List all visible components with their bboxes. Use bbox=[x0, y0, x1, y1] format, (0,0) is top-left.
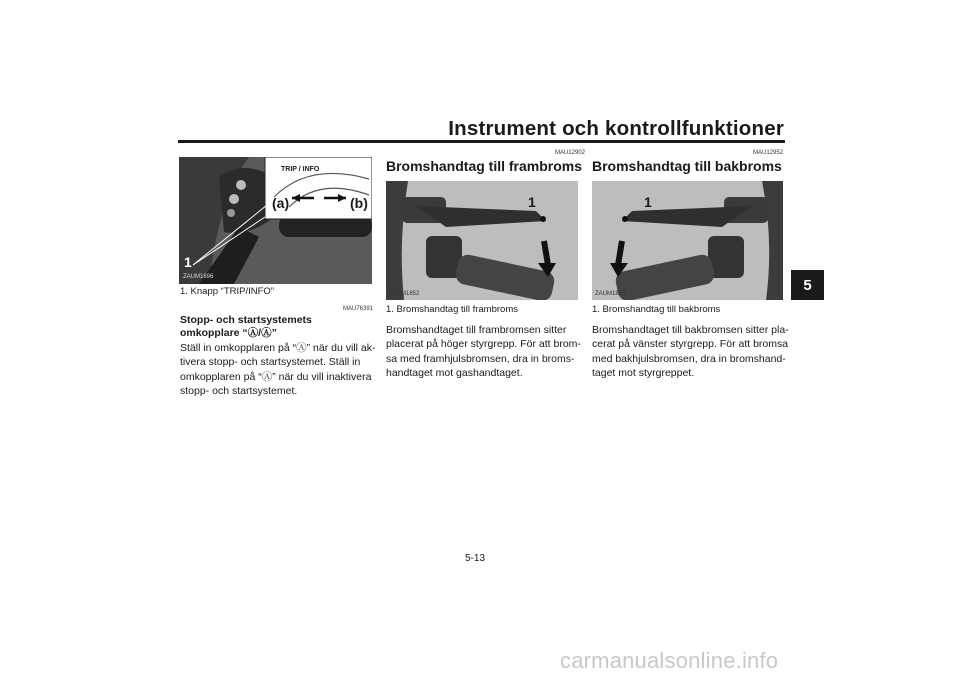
figure-caption: 1. Bromshandtag till bakbroms bbox=[592, 304, 721, 315]
section-body bbox=[386, 323, 581, 380]
section-heading: Bromshandtag till bakbroms bbox=[592, 158, 782, 174]
header-rule bbox=[178, 140, 785, 143]
photo-rear-brake-illustration bbox=[592, 181, 783, 300]
body-line: taget mot styrgreppet. bbox=[592, 366, 695, 379]
body-line: omkopplaren på “Ⓐ” när du vill inaktivera bbox=[180, 370, 372, 383]
body-line: stopp- och startsystemet. bbox=[180, 384, 298, 397]
section-body bbox=[180, 341, 376, 398]
photo-label-a: (a) bbox=[272, 195, 290, 211]
section-ref-code: MAU76391 bbox=[343, 306, 374, 312]
photo-label-trip-info: TRIP / INFO bbox=[281, 166, 320, 173]
body-line: Ställ in omkopplaren på “Ⓐ” när du vill ak- bbox=[180, 342, 376, 354]
photo-code: ZAUM1853 bbox=[595, 291, 626, 297]
photo-callout-1: 1 bbox=[644, 194, 652, 210]
photo-callout-1: 1 bbox=[528, 194, 536, 210]
photo-front-brake-illustration bbox=[386, 181, 578, 300]
page-number: 5-13 bbox=[465, 553, 486, 564]
watermark: carmanualsonline.info bbox=[560, 648, 779, 673]
photo-callout-1: 1 bbox=[184, 254, 192, 270]
section-heading-line2: omkopplare “Ⓐ/Ⓐ” bbox=[180, 327, 277, 339]
section-body bbox=[592, 323, 789, 380]
body-line: Bromshandtaget till bakbromsen sitter pla- bbox=[592, 324, 789, 336]
body-line: tivera stopp- och startsystemet. Ställ in bbox=[180, 356, 361, 369]
figure-caption: 1. Bromshandtag till frambroms bbox=[386, 304, 518, 315]
photo-code: ZAUM1696 bbox=[183, 274, 214, 280]
page-header-title: Instrument och kontrollfunktioner bbox=[448, 117, 784, 140]
section-ref-code: MAU12902 bbox=[555, 150, 586, 156]
photo-label-b: (b) bbox=[350, 195, 368, 211]
photo-front-brake-lever bbox=[386, 181, 578, 300]
figure-caption: 1. Knapp “TRIP/INFO” bbox=[180, 286, 274, 297]
body-line: med bakhjulsbromsen, dra in bromshand- bbox=[592, 352, 786, 365]
body-line: sa med framhjulsbromsen, dra in broms- bbox=[386, 352, 575, 365]
section-heading: Bromshandtag till frambroms bbox=[386, 158, 583, 174]
section-ref-code: MAU12952 bbox=[753, 150, 784, 156]
chapter-tab: 5 bbox=[791, 270, 824, 300]
body-line: handtaget mot gashandtaget. bbox=[386, 366, 523, 379]
photo-rear-brake-lever bbox=[592, 181, 783, 300]
body-line: cerat på vänster styrgrepp. För att bromsa bbox=[592, 338, 789, 351]
body-line: placerat på höger styrgrepp. För att brom- bbox=[386, 338, 581, 351]
section-heading-line1: Stopp- och startsystemets bbox=[180, 314, 312, 326]
photo-trip-info-switch bbox=[179, 157, 372, 284]
photo-code: ZAUM1852 bbox=[389, 291, 420, 297]
body-line: Bromshandtaget till frambromsen sitter bbox=[386, 324, 567, 336]
photo-trip-info-illustration bbox=[179, 157, 372, 284]
